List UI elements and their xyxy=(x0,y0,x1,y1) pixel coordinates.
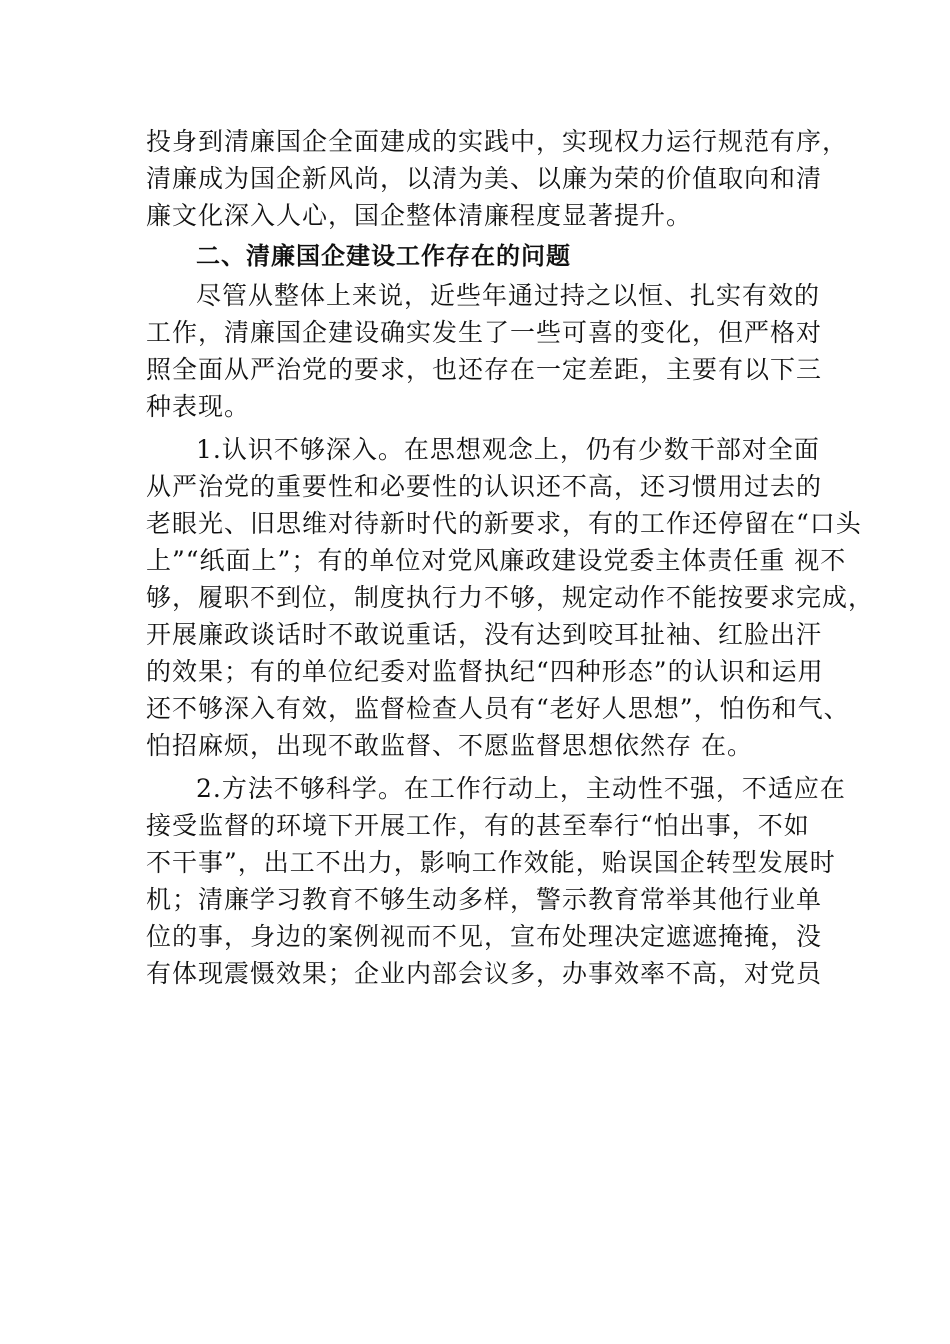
text-line: 从严治党的重要性和必要性的认识还不高，还习惯用过去的 xyxy=(146,472,823,501)
text-line: 接受监督的环境下开展工作，有的甚至奉行“怕出事，不如 xyxy=(146,811,810,840)
point-two-paragraph xyxy=(146,770,846,992)
text-line: 清廉成为国企新风尚，以清为美、以廉为荣的价值取向和清 xyxy=(146,164,823,193)
text-line: 够，履职不到位，制度执行力不够，规定动作不能按要求完成， xyxy=(146,583,875,612)
text-line: 尽管从整体上来说，近些年通过持之以恒、扎实有效的 xyxy=(196,281,821,310)
text-line: 照全面从严治党的要求，也还存在一定差距，主要有以下三 xyxy=(146,355,823,384)
text-line: 有体现震慑效果；企业内部会议多，办事效率不高，对党员 xyxy=(146,959,823,988)
text-line: 老眼光、旧思维对待新时代的新要求，有的工作还停留在“口头 xyxy=(146,509,862,538)
text-line: 机；清廉学习教育不够生动多样，警示教育常举其他行业单 xyxy=(146,885,823,914)
text-line: 1.认识不够深入。在思想观念上，仍有少数干部对全面 xyxy=(196,435,820,464)
text-line: 种表现。 xyxy=(146,392,251,421)
document-body xyxy=(146,123,875,992)
text-line: 工作，清廉国企建设确实发生了一些可喜的变化，但严格对 xyxy=(146,318,823,347)
text-line: 2.方法不够科学。在工作行动上，主动性不强，不适应在 xyxy=(196,774,846,803)
text-line: 的效果；有的单位纪委对监督执纪“四种形态”的认识和运用 xyxy=(146,657,824,686)
overview-paragraph xyxy=(146,277,836,425)
text-line: 投身到清廉国企全面建成的实践中，实现权力运行规范有序， xyxy=(146,127,849,156)
text-line: 还不够深入有效，监督检查人员有“老好人思想”，怕伤和气、 xyxy=(146,694,850,723)
point-one-paragraph xyxy=(146,431,875,764)
section-heading: 二、清廉国企建设工作存在的问题 xyxy=(196,242,571,270)
text-line: 位的事，身边的案例视而不见，宣布处理决定遮遮掩掩，没 xyxy=(146,922,823,951)
text-line: 廉文化深入人心，国企整体清廉程度显著提升。 xyxy=(146,201,693,230)
text-line: 开展廉政谈话时不敢说重话，没有达到咬耳扯袖、红脸出汗 xyxy=(146,620,823,649)
intro-paragraph xyxy=(146,123,849,234)
text-line: 上”“纸面上”；有的单位对党风廉政建设党委主体责任重 视不 xyxy=(146,546,847,575)
text-line: 不干事”，出工不出力，影响工作效能，贻误国企转型发展时 xyxy=(146,848,836,877)
text-line: 怕招麻烦，出现不敢监督、不愿监督思想依然存 在。 xyxy=(146,731,753,760)
